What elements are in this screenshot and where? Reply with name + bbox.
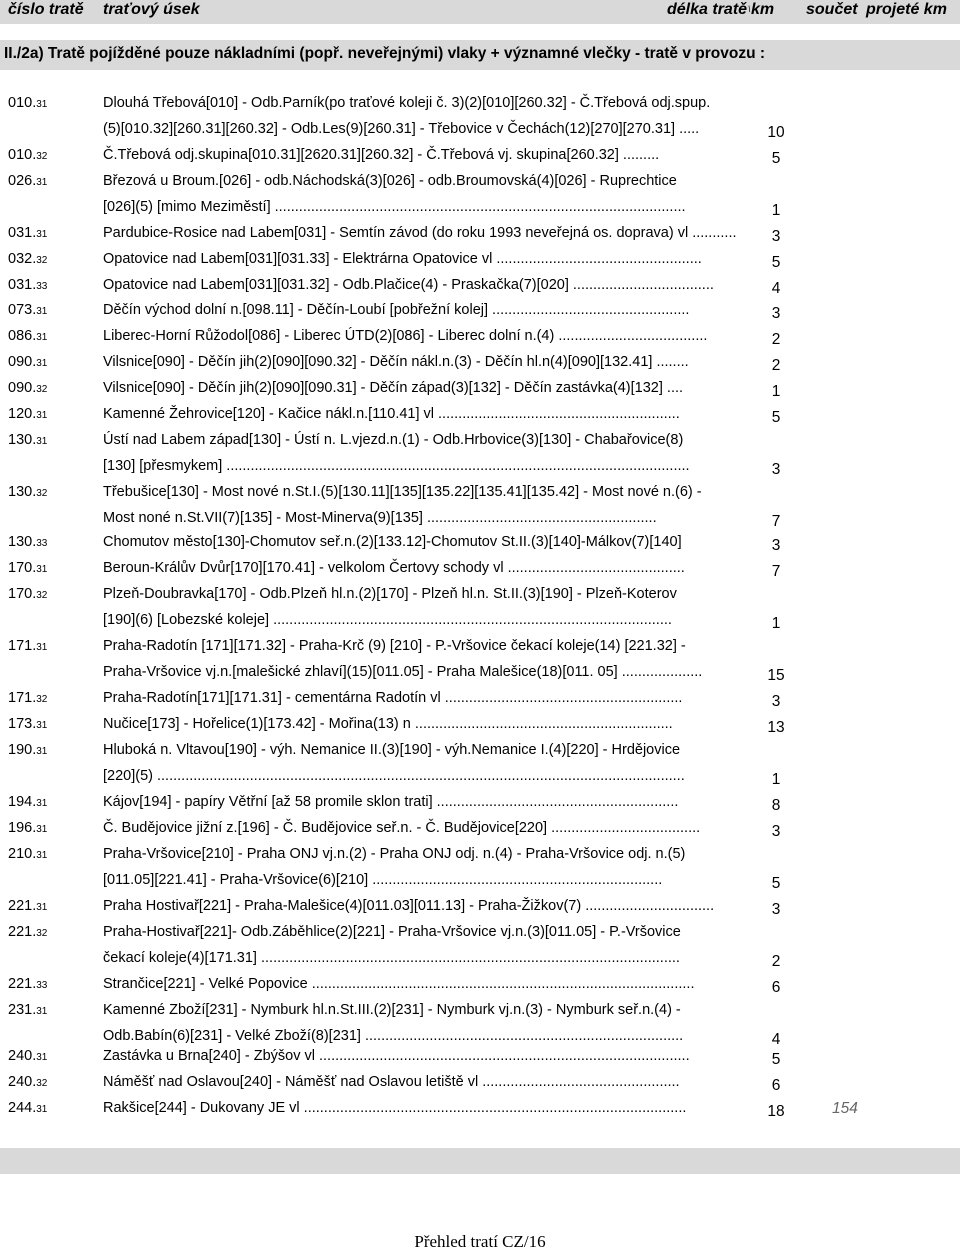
track-length-km: 1 — [771, 383, 781, 400]
track-number-main: 221. — [8, 898, 37, 914]
track-length-km: 5 — [771, 875, 781, 892]
track-number-sub: 31 — [36, 436, 48, 447]
track-number-sub: 33 — [36, 281, 48, 292]
track-number — [8, 922, 47, 944]
track-length-km: 6 — [771, 979, 781, 996]
track-number — [8, 974, 47, 996]
track-description-line: [026](5) [mimo Meziměstí] ...................................................................................................... — [103, 199, 686, 215]
track-number-sub: 31 — [36, 177, 48, 188]
track-number-main: 170. — [8, 586, 37, 602]
track-length-km: 2 — [771, 357, 781, 374]
track-number — [8, 145, 47, 167]
track-length-km: 7 — [771, 513, 781, 530]
track-length-km: 4 — [771, 280, 781, 297]
track-description-line: Děčín východ dolní n.[098.11] - Děčín-Loubí [pobřežní kolej] ................................................. — [103, 302, 690, 318]
track-number-main: 194. — [8, 794, 37, 810]
track-number-main: 173. — [8, 716, 37, 732]
track-description-line: Nučice[173] - Hořelice(1)[173.42] - Mořina(13) n ................................................................ — [103, 716, 673, 732]
track-description-line: Praha-Vršovice[210] - Praha ONJ vj.n.(2) - Praha ONJ odj. n.(4) - Praha-Vršovice odj. n.(5) — [103, 846, 686, 862]
track-number — [8, 584, 47, 606]
track-number-main: 090. — [8, 354, 37, 370]
track-number-main: 210. — [8, 846, 37, 862]
track-number-main: 090. — [8, 380, 37, 396]
header-projete: projeté km — [866, 1, 947, 18]
track-number-main: 031. — [8, 225, 37, 241]
track-length-km: 13 — [767, 719, 785, 736]
track-description-line: čekací koleje(4)[171.31] ........................................................................................................ — [103, 950, 680, 966]
track-length-km: 3 — [771, 537, 781, 554]
track-description-line: Strančice[221] - Velké Popovice ............................................................................................... — [103, 976, 695, 992]
track-number — [8, 714, 47, 736]
track-length-km: 5 — [771, 409, 781, 426]
track-number — [8, 275, 47, 297]
track-number-main: 031. — [8, 277, 37, 293]
track-length-km: 2 — [771, 953, 781, 970]
track-description-line: Plzeň-Doubravka[170] - Odb.Plzeň hl.n.(2)[170] - Plzeň hl.n. St.II.(3)[190] - Plzeň-Koterov — [103, 586, 677, 602]
track-number — [8, 430, 47, 452]
track-length-km: 5 — [771, 150, 781, 167]
header-delka: délka tratě — [667, 1, 748, 18]
track-number — [8, 896, 47, 918]
track-description-line: Opatovice nad Labem[031][031.32] - Odb.Plačice(4) - Praskačka(7)[020] ................................... — [103, 277, 714, 293]
track-description-line: Praha-Hostivař[221]- Odb.Záběhlice(2)[221] - Praha-Vršovice vj.n.(3)[011.05] - P.-Vršovice — [103, 924, 681, 940]
track-number-sub: 33 — [36, 538, 48, 549]
track-number-sub: 31 — [36, 99, 48, 110]
track-number-sub: 31 — [36, 642, 48, 653]
track-number — [8, 1098, 47, 1120]
track-number — [8, 844, 47, 866]
section-title: II./2a) Tratě pojížděné pouze nákladními (popř. neveřejnými) vlaky + významné vlečky - tratě v provozu : — [4, 45, 766, 62]
track-length-km: 8 — [771, 797, 781, 814]
track-description-line: Vilsnice[090] - Děčín jih(2)[090][090.31] - Děčín západ(3)[132] - Děčín zastávka(4)[132] .... — [103, 380, 684, 396]
track-length-km: 7 — [771, 563, 781, 580]
track-number-sub: 31 — [36, 824, 48, 835]
track-number-main: 032. — [8, 251, 37, 267]
track-number — [8, 558, 47, 580]
track-number-main: 120. — [8, 406, 37, 422]
track-length-km: 4 — [771, 1031, 781, 1048]
track-number — [8, 171, 47, 193]
track-description-line: Hluboká n. Vltavou[190] - výh. Nemanice II.(3)[190] - výh.Nemanice I.(4)[220] - Hrdějovice — [103, 742, 681, 758]
track-description-line: Pardubice-Rosice nad Labem[031] - Semtín závod (do roku 1993 neveřejná os. doprava) vl ........... — [103, 225, 737, 241]
track-number-sub: 31 — [36, 798, 48, 809]
track-length-km: 5 — [771, 1051, 781, 1068]
track-number-main: 010. — [8, 95, 37, 111]
track-number — [8, 818, 47, 840]
track-description-line: [220](5) ................................................................................................................................... — [103, 768, 685, 784]
track-description-line: (5)[010.32][260.31][260.32] - Odb.Les(9)[260.31] - Třebovice v Čechách(12)[270][270.31] ..... — [103, 121, 700, 137]
track-number-main: 231. — [8, 1002, 37, 1018]
track-description-line: Beroun-Králův Dvůr[170][170.41] - velkolom Čertovy schody vl ............................................ — [103, 560, 685, 576]
track-number-main: 240. — [8, 1048, 37, 1064]
track-length-km: 2 — [771, 331, 781, 348]
track-number — [8, 352, 47, 374]
track-description-line: Vilsnice[090] - Děčín jih(2)[090][090.32] - Děčín nákl.n.(3) - Děčín hl.n(4)[090][132.41] ........ — [103, 354, 689, 370]
track-number — [8, 223, 47, 245]
track-length-km: 3 — [771, 461, 781, 478]
track-length-km: 3 — [771, 901, 781, 918]
header-usek: traťový úsek — [103, 1, 200, 18]
track-number-sub: 31 — [36, 1006, 48, 1017]
track-number-sub: 31 — [36, 902, 48, 913]
track-number-sub: 31 — [36, 1104, 48, 1115]
track-description-line: Kamenné Zboží[231] - Nymburk hl.n.St.III.(2)[231] - Nymburk vj.n.(3) - Nymburk seř.n.(4) - — [103, 1002, 681, 1018]
track-number — [8, 636, 47, 658]
track-length-km: 18 — [767, 1103, 785, 1120]
track-number — [8, 300, 47, 322]
track-number-sub: 31 — [36, 850, 48, 861]
track-number-main: 190. — [8, 742, 37, 758]
track-number-main: 240. — [8, 1074, 37, 1090]
track-number — [8, 249, 47, 271]
footer-bar — [0, 1148, 960, 1174]
track-description-line: Opatovice nad Labem[031][031.33] - Elektrárna Opatovice vl ................................................... — [103, 251, 702, 267]
track-number-sub: 32 — [36, 384, 48, 395]
track-description-line: Praha-Radotín[171][171.31] - cementárna Radotín vl ........................................................... — [103, 690, 683, 706]
track-number — [8, 378, 47, 400]
track-number-main: 073. — [8, 302, 37, 318]
track-number — [8, 1000, 47, 1022]
track-number-main: 130. — [8, 432, 37, 448]
track-number-main: 130. — [8, 534, 37, 550]
track-description-line: Kájov[194] - papíry Větřní [až 58 promile sklon trati] ............................................................ — [103, 794, 679, 810]
track-description-line: Chomutov město[130]-Chomutov seř.n.(2)[133.12]-Chomutov St.II.(3)[140]-Málkov(7)[140] — [103, 534, 682, 550]
track-length-km: 1 — [771, 771, 781, 788]
track-description-line: Liberec-Horní Růžodol[086] - Liberec ÚTD(2)[086] - Liberec dolní n.(4) ..................................... — [103, 328, 708, 344]
track-number — [8, 404, 47, 426]
track-length-km: 5 — [771, 254, 781, 271]
track-description-line: Kamenné Žehrovice[120] - Kačice nákl.n.[110.41] vl ............................................................ — [103, 406, 680, 422]
track-description-line: Dlouhá Třebová[010] - Odb.Parník(po traťové koleji č. 3)(2)[010][260.32] - Č.Třebová odj.spup. — [103, 95, 711, 111]
track-length-km: 1 — [771, 615, 781, 632]
header-sep: \ — [748, 4, 751, 14]
track-length-km: 6 — [771, 1077, 781, 1094]
track-number-main: 196. — [8, 820, 37, 836]
track-number-sub: 31 — [36, 358, 48, 369]
track-number — [8, 792, 47, 814]
track-number-main: 221. — [8, 976, 37, 992]
track-number-sub: 31 — [36, 410, 48, 421]
track-number-sub: 32 — [36, 694, 48, 705]
track-number-sub: 31 — [36, 332, 48, 343]
track-length-km: 10 — [767, 124, 785, 141]
track-length-km: 3 — [771, 305, 781, 322]
track-description-line: [130] [přesmykem] ................................................................................................................... — [103, 458, 690, 474]
track-number — [8, 1072, 47, 1094]
track-description-line: Ústí nad Labem západ[130] - Ústí n. L.vjezd.n.(1) - Odb.Hrbovice(3)[130] - Chabařovice(8) — [103, 432, 684, 448]
track-number-main: 244. — [8, 1100, 37, 1116]
track-number — [8, 1046, 47, 1068]
track-number-sub: 31 — [36, 564, 48, 575]
track-description-line: Č. Budějovice jižní z.[196] - Č. Budějovice seř.n. - Č. Budějovice[220] ..................................... — [103, 820, 701, 836]
track-number-sub: 32 — [36, 590, 48, 601]
track-number — [8, 532, 47, 554]
track-number — [8, 482, 47, 504]
track-number — [8, 688, 47, 710]
track-description-line: Březová u Broum.[026] - odb.Náchodská(3)[026] - odb.Broumovská(4)[026] - Ruprechtice — [103, 173, 677, 189]
track-number-main: 086. — [8, 328, 37, 344]
track-length-km: 3 — [771, 228, 781, 245]
track-description-line: Praha-Radotín [171][171.32] - Praha-Krč (9) [210] - P.-Vršovice čekací koleje(14) [221.32] - — [103, 638, 686, 654]
section-header — [0, 40, 960, 70]
track-number-main: 026. — [8, 173, 37, 189]
track-number-sub: 32 — [36, 1078, 48, 1089]
track-number-sub: 31 — [36, 1052, 48, 1063]
track-description-line: Most noné n.St.VII(7)[135] - Most-Minerva(9)[135] ......................................................... — [103, 510, 657, 526]
track-description-line: Odb.Babín(6)[231] - Velké Zboží(8)[231] ............................................................................... — [103, 1028, 684, 1044]
track-number-sub: 31 — [36, 306, 48, 317]
header-km: km — [751, 1, 775, 18]
track-length-km: 15 — [767, 667, 785, 684]
track-number-sub: 31 — [36, 720, 48, 731]
header-cislo: číslo tratě — [8, 1, 84, 18]
track-number — [8, 740, 47, 762]
track-number-sub: 32 — [36, 928, 48, 939]
track-length-km: 3 — [771, 823, 781, 840]
track-number-main: 171. — [8, 690, 37, 706]
track-number-sub: 31 — [36, 229, 48, 240]
track-description-line: Č.Třebová odj.skupina[010.31][2620.31][260.32] - Č.Třebová vj. skupina[260.32] ......... — [103, 147, 660, 163]
page-footer: Přehled tratí CZ/16 — [414, 1232, 546, 1251]
track-number-sub: 33 — [36, 980, 48, 991]
track-description-line: Rakšice[244] - Dukovany JE vl ............................................................................................... — [103, 1100, 687, 1116]
track-number-sub: 31 — [36, 746, 48, 757]
track-number-main: 170. — [8, 560, 37, 576]
total-km: 154 — [832, 1100, 858, 1117]
track-description-line: [190](6) [Lobezské koleje] ................................................................................................... — [103, 612, 672, 628]
track-number-main: 010. — [8, 147, 37, 163]
track-number-main: 221. — [8, 924, 37, 940]
track-description-line: Náměšť nad Oslavou[240] - Náměšť nad Oslavou letiště vl ................................................. — [103, 1074, 680, 1090]
track-number — [8, 326, 47, 348]
track-description-line: Praha-Vršovice vj.n.[malešické zhlaví](15)[011.05] - Praha Malešice(18)[011. 05] .................... — [103, 664, 703, 680]
track-description-line: [011.05][221.41] - Praha-Vršovice(6)[210] ........................................................................ — [103, 872, 663, 888]
track-number-sub: 32 — [36, 255, 48, 266]
track-length-km: 1 — [771, 202, 781, 219]
track-number-sub: 32 — [36, 488, 48, 499]
track-length-km: 3 — [771, 693, 781, 710]
header-soucet: součet — [806, 1, 858, 18]
track-description-line: Zastávka u Brna[240] - Zbýšov vl ............................................................................................ — [103, 1048, 690, 1064]
table-header — [0, 0, 960, 24]
track-number-main: 130. — [8, 484, 37, 500]
track-description-line: Praha Hostivař[221] - Praha-Malešice(4)[011.03][011.13] - Praha-Žižkov(7) ................................ — [103, 898, 715, 914]
track-number-sub: 32 — [36, 151, 48, 162]
track-number-main: 171. — [8, 638, 37, 654]
track-description-line: Třebušice[130] - Most nové n.St.I.(5)[130.11][135][135.22][135.41][135.42] - Most nové n.(6) - — [103, 484, 702, 500]
track-number — [8, 93, 47, 115]
